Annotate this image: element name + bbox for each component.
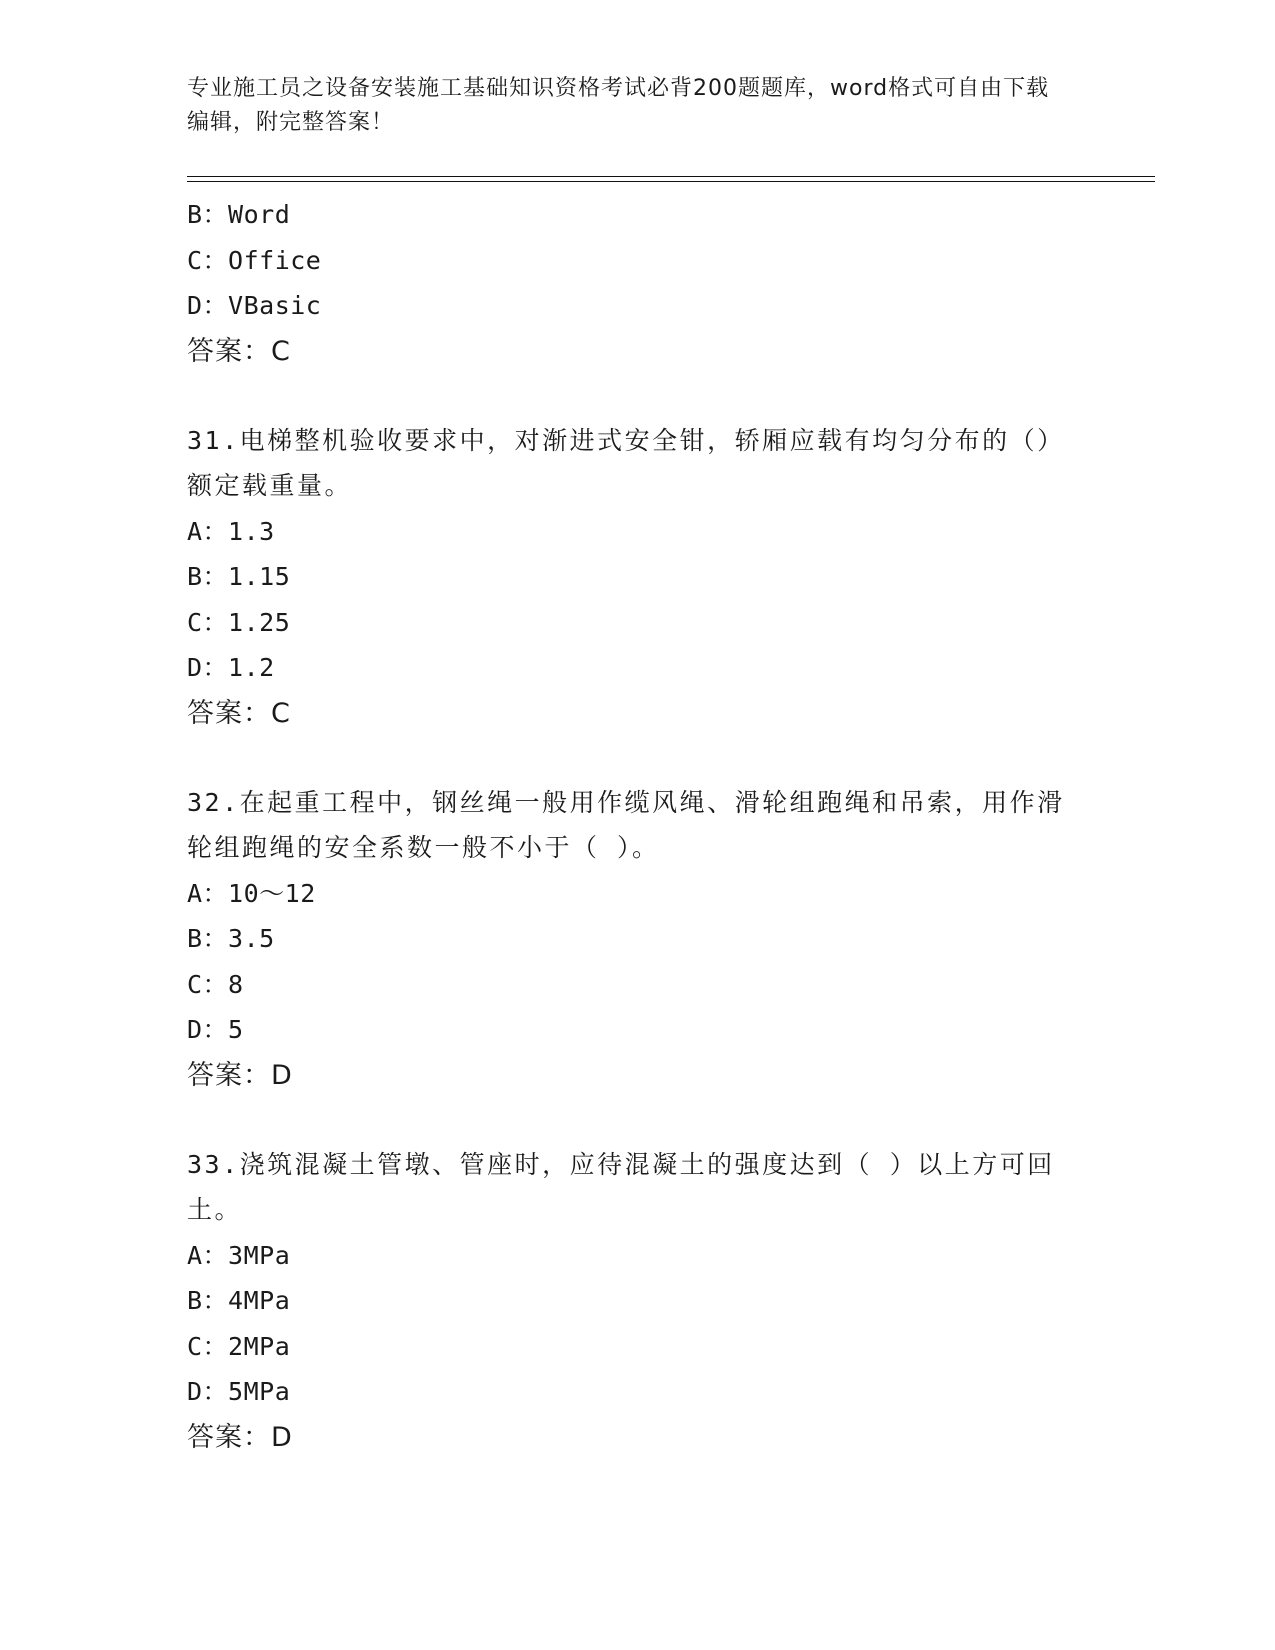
option-a: A：1.3	[187, 516, 275, 546]
answer-line: 答案：C	[187, 697, 291, 729]
page-header	[187, 72, 1067, 140]
option-d: D：1.2	[187, 653, 275, 682]
question-32	[187, 780, 1087, 1099]
carryover-question	[187, 192, 1087, 375]
answer-line: 答案：D	[187, 1059, 293, 1091]
option-c: C：Office	[187, 245, 322, 275]
answer-line: 答案：D	[187, 1421, 293, 1453]
question-stem: 32.在起重工程中，钢丝绳一般用作缆风绳、滑轮组跑绳和吊索，用作滑轮组跑绳的安全系数一般不小于（ ）。	[187, 787, 1065, 862]
option-c: C：8	[187, 969, 244, 999]
option-b: B：3.5	[187, 924, 275, 953]
option-d: D：VBasic	[187, 291, 322, 320]
option-a: A：3MPa	[187, 1240, 291, 1270]
question-31	[187, 418, 1087, 737]
option-b: B：1.15	[187, 562, 291, 591]
option-d: D：5MPa	[187, 1377, 291, 1406]
question-stem: 31.电梯整机验收要求中，对渐进式安全钳，轿厢应载有均匀分布的（）额定载重量。	[187, 425, 1065, 500]
option-b: B：Word	[187, 200, 291, 229]
question-list	[187, 192, 1087, 1461]
option-b: B：4MPa	[187, 1286, 291, 1315]
answer-line: 答案：C	[187, 335, 291, 367]
document-title: 专业施工员之设备安装施工基础知识资格考试必背200题题库，word格式可自由下载编辑，附完整答案！	[187, 76, 1050, 135]
option-c: C：2MPa	[187, 1331, 291, 1361]
question-stem: 33.浇筑混凝土管墩、管座时，应待混凝土的强度达到（ ）以上方可回土。	[187, 1149, 1055, 1224]
option-c: C：1.25	[187, 607, 291, 637]
option-d: D：5	[187, 1015, 244, 1044]
header-divider-secondary	[187, 181, 1155, 182]
header-divider	[187, 176, 1155, 177]
option-a: A：10～12	[187, 878, 316, 908]
question-33	[187, 1142, 1087, 1461]
